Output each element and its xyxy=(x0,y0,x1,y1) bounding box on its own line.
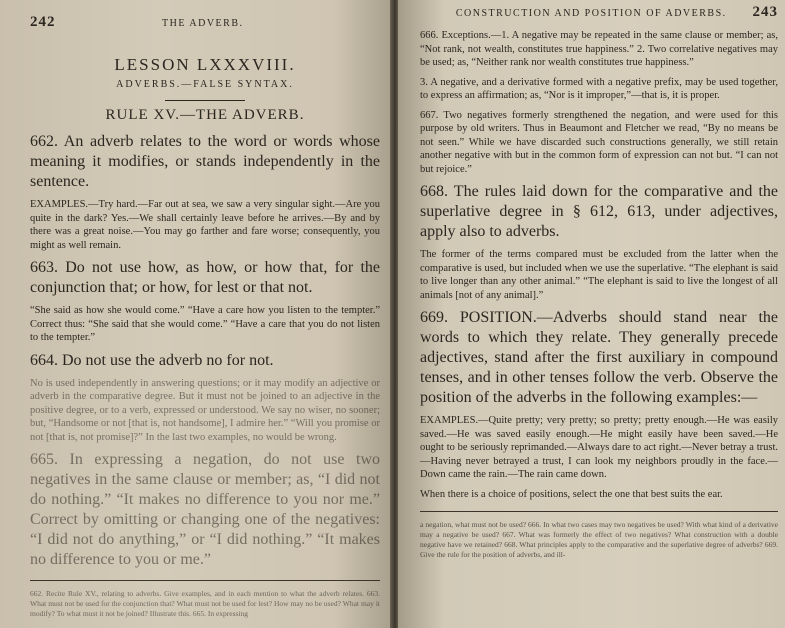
right-header xyxy=(420,4,778,21)
lesson-topic: ADVERBS.—FALSE SYNTAX. xyxy=(116,79,294,90)
examples-664: No is used independently in answering questions; or it may modify an adjective or adverb in the comparative degree. But it must not be joined to an adjective in the positive degree, or to a verb, expressed or understood. We say no wiser, no sooner; but, “Handsome or not [that is, not handsome], I admire her.” “Will you promise or not [that is, not promise]?” In the last two examples, no would be wrong. xyxy=(30,377,380,443)
examples-668: The former of the terms compared must be excluded from the latter when the comparative is used, but included when we use the superlative. “The elephant is said to live longer than any other animal.” “The elephant is said to live the longest of all animals [not of any animal].” xyxy=(420,249,778,301)
paragraph-668: 668. The rules laid down for the comparative and the superlative degree in § 612, 613, under adjectives, apply also to adverbs. xyxy=(420,183,778,240)
left-page-content xyxy=(30,14,380,626)
paragraph-663: 663. Do not use how, as how, or how that, for the conjunction that; or how, for lest or that not. xyxy=(30,259,380,296)
right-running-head: CONSTRUCTION AND POSITION OF ADVERBS. xyxy=(455,8,727,19)
paragraph-667: 667. Two negatives formerly strengthened the negation, and were used for this purpose by old writers. Thus in Beaumont and Fletcher we read, “By no means be not seen.” While we have discarded such constructions generally, we still retain another negative with but in the common form of expression can not but. “I can not but rejoice.” xyxy=(420,109,778,175)
choice-note: When there is a choice of positions, select the one that best suits the ear. xyxy=(420,488,723,500)
left-header xyxy=(30,14,380,31)
left-page-number: 242 xyxy=(30,14,56,30)
footnote-divider-right xyxy=(420,511,778,512)
paragraph-665: 665. In expressing a negation, do not use two negatives in the same clause or member; as, “I did not do nothing.” “It makes no difference to you nor me.” Correct by omitting or changing one of the negatives: “I did not do anything,” or “I did nothing.” “It makes no difference to you or me.” xyxy=(30,451,380,568)
paragraph-664: 664. Do not use the adverb no for not. xyxy=(30,351,274,369)
examples-662: EXAMPLES.—Try hard.—Far out at sea, we saw a very singular sight.—Are you quite in the dark? Yes.—We shall certainly leave before he arrives.—By and by there was a great noise.—You may go farther and fare worse; consequently, you might as well remain. xyxy=(30,199,380,251)
left-running-head: THE ADVERB. xyxy=(162,18,244,29)
paragraph-669: 669. POSITION.—Adverbs should stand near the words to which they relate. They generally precede adjectives, stand after the first auxiliary in compound tenses, and in other tenses follow the verb. Observe the position of the adverbs in the following examples:— xyxy=(420,309,778,406)
left-page xyxy=(0,0,392,628)
paragraph-662: 662. An adverb relates to the word or words whose meaning it modifies, or stands independently in the sentence. xyxy=(30,133,380,190)
right-page-content xyxy=(420,4,778,567)
examples-663: “She said as how she would come.” “Have a care how you listen to the tempter.” Correct thus: “She said that she would come.” “Have a care that you do not listen to the tempter.” xyxy=(30,305,380,343)
right-footnote: a negation, what must not be used? 666. In what two cases may two negatives be used? With what kind of a derivative may a negative be used? 667. What was formerly the effect of two negatives? What construction with a double negative have we retained? 668. What principles apply to the comparative and the superlative degree of adverbs? 669. Give the rule for the position of adverbs, and ill- xyxy=(420,519,778,559)
footnote-divider xyxy=(30,580,380,581)
rule-heading: RULE XV.—THE ADVERB. xyxy=(105,107,305,123)
examples-669: EXAMPLES.—Quite pretty; very pretty; so pretty; pretty enough.—He was easily saved.—He was saved easily enough.—He might easily have been saved.—He ought to be seriously reprimanded.—Always dare to act right.—Never betray a trust.—Having never betrayed a trust, I can look my neighbors proudly in the face.—Down came the rain.—The rain came down. xyxy=(420,415,778,480)
exceptions-666: 666. Exceptions.—1. A negative may be repeated in the same clause or member; as, “Not rank, not wealth, constitutes true happiness.” 2. Two correlative negatives may be used; as, “Neither rank nor wealth constitutes true happiness.” xyxy=(420,30,778,68)
exception-3: 3. A negative, and a derivative formed with a negative prefix, may be used together, to express an affirmation; as, “Nor is it improper,”—that is, it is proper. xyxy=(420,76,778,101)
left-footnote: 662. Recite Rule XV., relating to adverbs. Give examples, and in each mention to what the adverb relates. 663. What must not be used for the conjunction that? What must not be used for lest? How may no be used? What may it modify? To what must it not be joined? Illustrate this. 665. In expressing xyxy=(30,588,380,618)
right-page xyxy=(398,0,785,628)
divider xyxy=(165,100,245,101)
right-page-number: 243 xyxy=(752,4,778,20)
lesson-title: LESSON LXXXVIII. xyxy=(114,55,296,74)
